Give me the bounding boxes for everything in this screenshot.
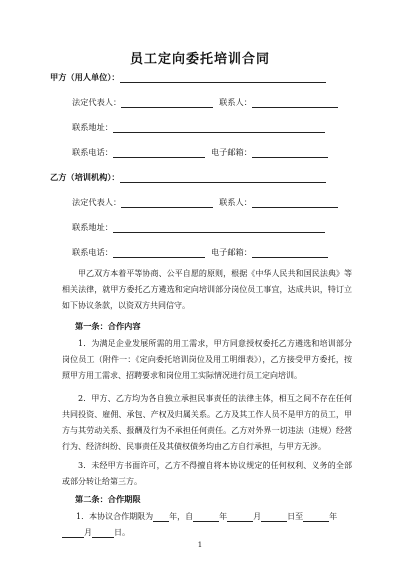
- party-b-address-line: [72, 222, 325, 233]
- party-a-phone-blank[interactable]: [113, 148, 205, 158]
- month-text: 月: [253, 512, 262, 521]
- party-b-label: 乙方（培训机构）：: [50, 172, 120, 182]
- party-a-address-line: [72, 122, 325, 133]
- party-b-address-blank[interactable]: [113, 223, 325, 233]
- party-b-rep-line: [72, 197, 338, 208]
- document-title: 员工定向委托培训合同: [129, 52, 270, 67]
- party-a-blank[interactable]: [120, 73, 326, 83]
- party-b-email-label: 电子邮箱：: [210, 247, 252, 257]
- start-year-blank[interactable]: [193, 511, 219, 522]
- year-text: 年: [219, 512, 228, 521]
- start-month-blank[interactable]: [227, 511, 253, 522]
- end-year-text: 年: [329, 512, 338, 521]
- end-year-blank[interactable]: [303, 511, 329, 522]
- party-b-legal-rep-label: 法定代表人：: [72, 197, 122, 207]
- article-2-clause-1-line-1: [76, 511, 337, 522]
- article-1-heading: 第一条：合作内容: [75, 321, 141, 331]
- end-month-text: 月: [84, 528, 92, 537]
- article-1-clause-2: 2．甲方、乙方均为各自独立承担民事责任的法律主体，相互之间不存在任何共同投资、雇佣、承包、产权及归属关系。乙方及其工作人员不是甲方的员工，甲方与其劳动关系、报酬及行为不承担任何责任。乙方对外界一切违法（违规）经营行为、经济纠纷、民事责任及其债权债务均由乙方自行承担，与甲方无涉。: [62, 394, 352, 451]
- term-years-blank[interactable]: [153, 511, 169, 522]
- party-a-legal-rep-blank[interactable]: [121, 98, 213, 108]
- party-b-phone-label: 联系电话：: [72, 247, 113, 257]
- day-to-text: 日至: [287, 512, 304, 521]
- term-from-text: 年，自: [169, 512, 194, 521]
- party-a-phone-line: [72, 147, 328, 158]
- article-2-heading: 第二条：合作期限: [75, 494, 141, 504]
- party-a-line: [50, 72, 326, 83]
- intro-paragraph: 甲乙双方本着平等协商、公平自愿的原则，根据《中华人民共和国民法典》等相关法律，就甲方委托乙方遴选和定向培训部分岗位员工事宜，达成共识，特订立如下协议条款，以资双方共同信守。: [62, 269, 352, 310]
- end-day-blank[interactable]: [92, 527, 114, 538]
- party-b-address-label: 联系地址：: [72, 222, 113, 232]
- party-a-phone-label: 联系电话：: [72, 147, 113, 157]
- party-a-address-label: 联系地址：: [72, 122, 113, 132]
- party-b-contact-blank[interactable]: [252, 198, 338, 208]
- party-a-email-label: 电子邮箱：: [210, 147, 252, 157]
- party-b-email-blank[interactable]: [252, 248, 328, 258]
- party-b-contact-label: 联系人：: [219, 197, 252, 207]
- party-b-blank[interactable]: [120, 173, 326, 183]
- party-a-label: 甲方（用人单位）：: [50, 72, 120, 82]
- page-number: 1: [197, 541, 203, 549]
- party-a-contact-label: 联系人：: [219, 97, 252, 107]
- party-b-line: [50, 172, 326, 183]
- article-1-clause-1: 1．为满足企业发展所需的用工需求，甲方同意授权委托乙方遴选和培训部分岗位员工（附件一：《定向委托培训岗位及用工明细表》），乙方接受甲方委托，按照甲方用工需求、招聘要求和岗位用工实际情况进行员工定向培训。: [62, 339, 352, 380]
- party-b-legal-rep-blank[interactable]: [121, 198, 213, 208]
- party-b-phone-blank[interactable]: [113, 248, 205, 258]
- start-day-blank[interactable]: [261, 511, 287, 522]
- party-a-email-blank[interactable]: [252, 148, 328, 158]
- article-2-clause-1-line-2: [62, 527, 130, 538]
- article-1-clause-3: 3．未经甲方书面许可，乙方不得擅自将本协议规定的任何权利、义务的全部或部分转让给第三方。: [62, 461, 352, 486]
- party-a-contact-blank[interactable]: [252, 98, 338, 108]
- term-text: 1．本协议合作期限为: [76, 512, 154, 521]
- end-month-blank[interactable]: [62, 527, 84, 538]
- party-a-legal-rep-label: 法定代表人：: [72, 97, 122, 107]
- party-a-address-blank[interactable]: [113, 123, 325, 133]
- party-b-phone-line: [72, 247, 328, 258]
- party-a-rep-line: [72, 97, 338, 108]
- end-day-text: 日。: [114, 528, 130, 537]
